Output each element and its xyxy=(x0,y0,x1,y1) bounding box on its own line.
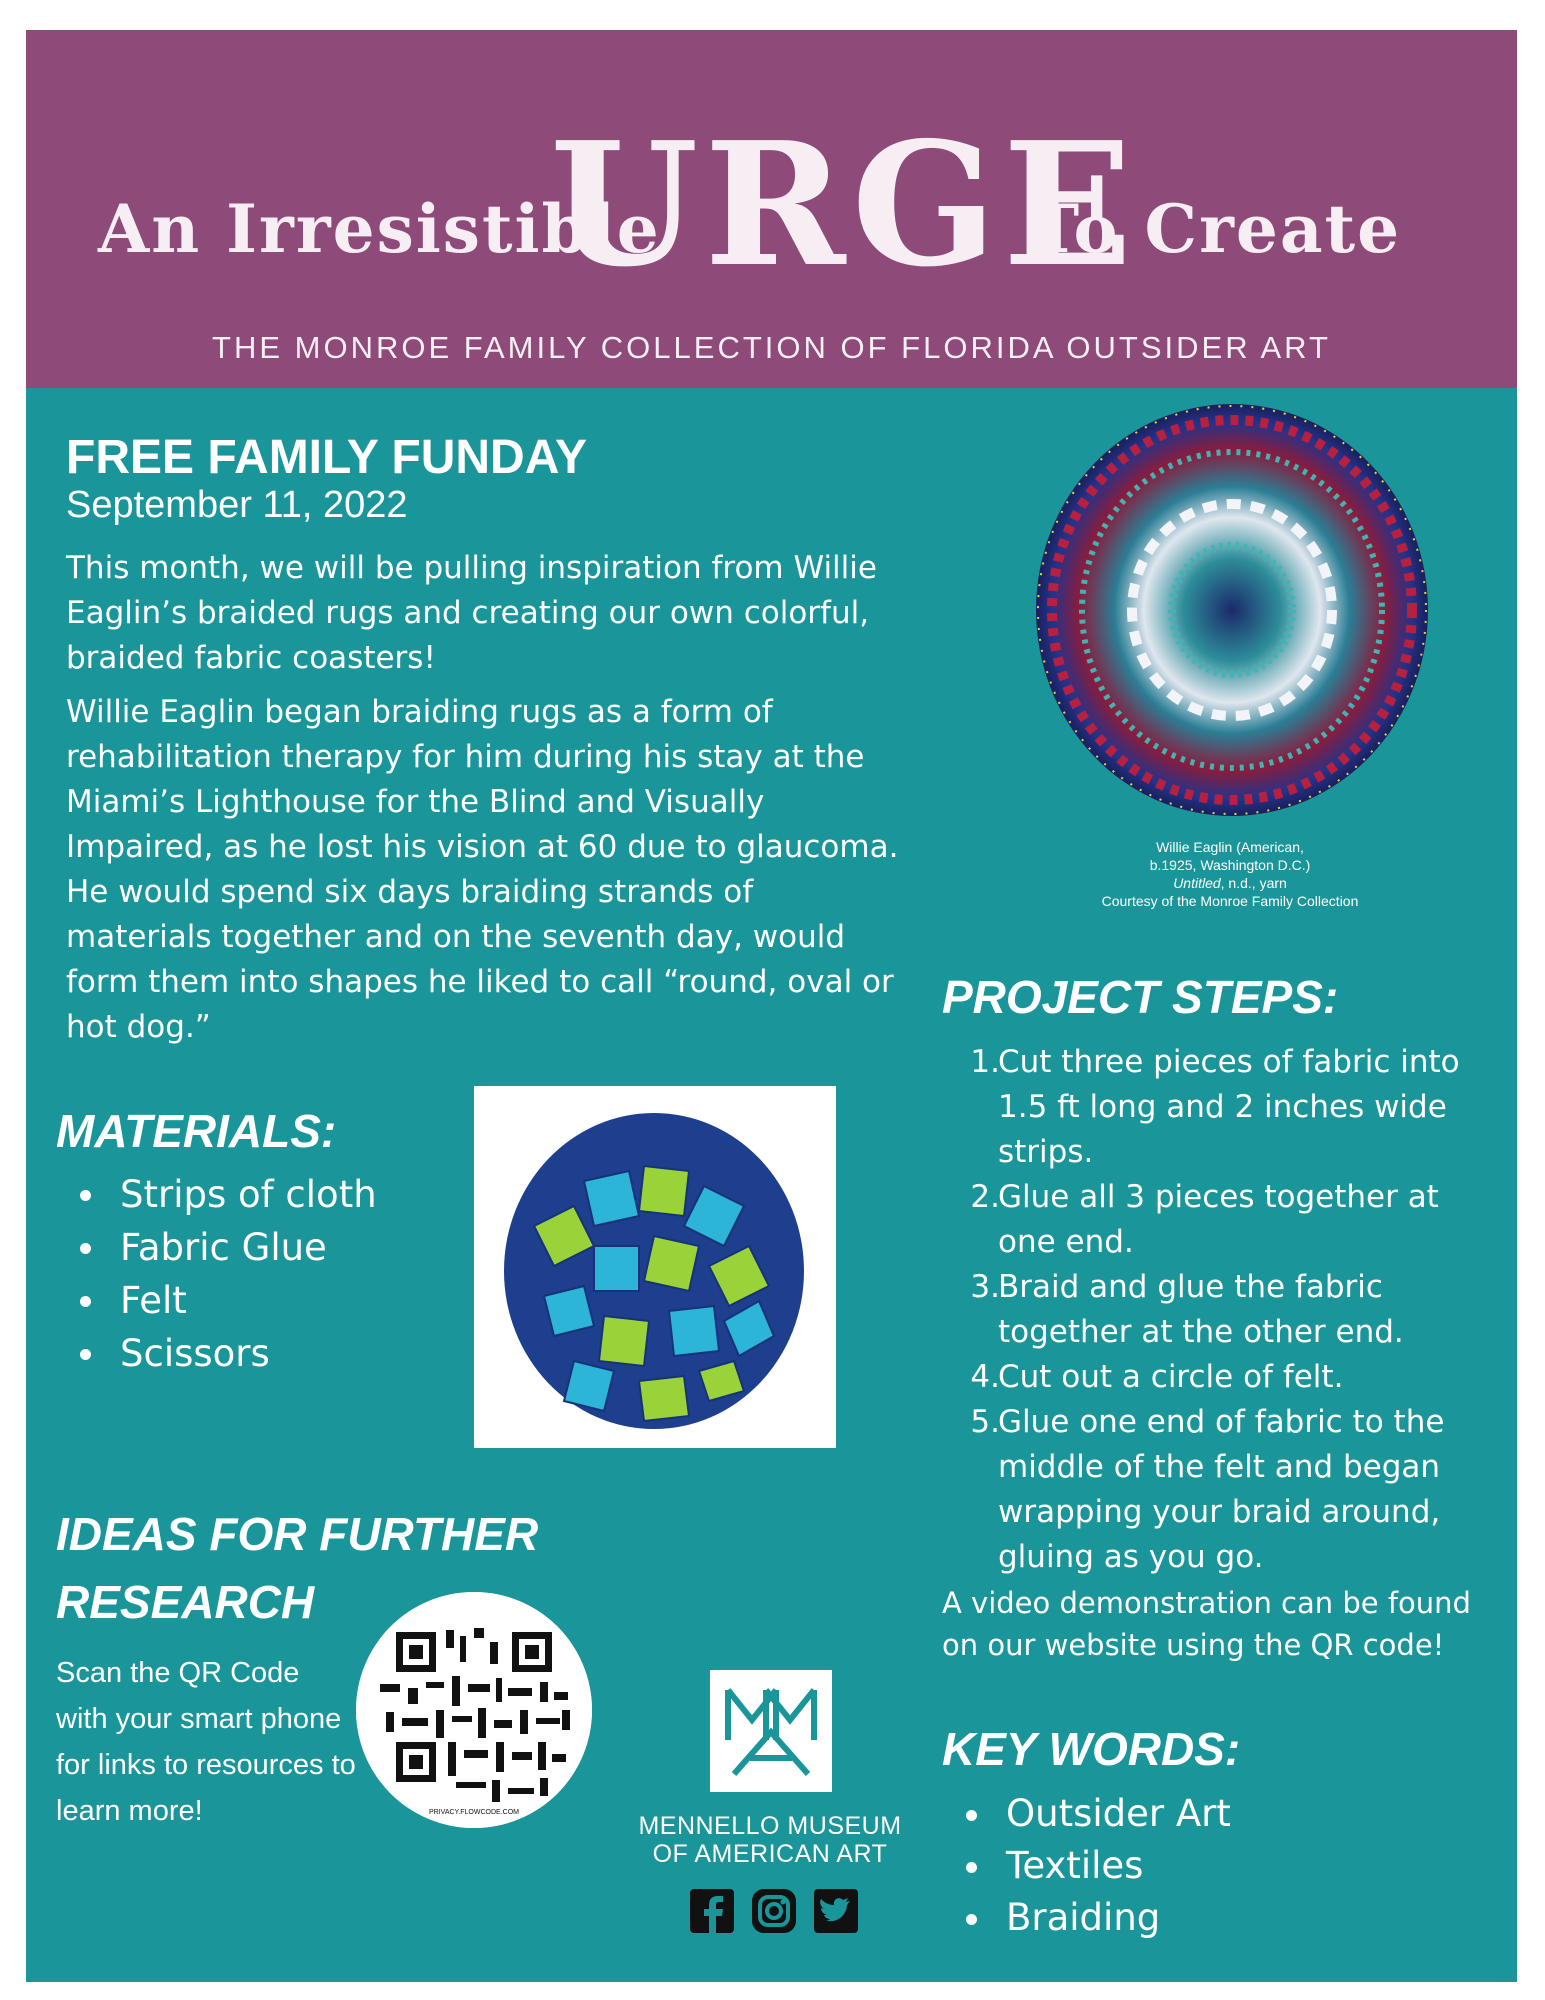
qr-code-icon xyxy=(356,1592,592,1828)
materials-heading: MATERIALS: xyxy=(56,1105,337,1157)
step-number: 3. xyxy=(970,1269,1000,1305)
list-item: Scissors xyxy=(56,1327,377,1380)
social-icons xyxy=(690,1888,860,1934)
list-item: Textiles xyxy=(942,1840,1231,1892)
list-item xyxy=(942,1355,1502,1400)
list-item: Outsider Art xyxy=(942,1788,1231,1840)
caption-credit: Courtesy of the Monroe Family Collection xyxy=(1101,893,1359,909)
step-number: 2. xyxy=(970,1179,1000,1215)
ideas-heading: IDEAS FOR FURTHER RESEARCH xyxy=(56,1508,539,1628)
museum-name-line2: OF AMERICAN ART xyxy=(652,1840,888,1868)
braided-coaster-image xyxy=(474,1086,836,1448)
keywords-heading: KEY WORDS: xyxy=(942,1723,1241,1775)
caption-medium: , n.d., yarn xyxy=(1220,875,1287,891)
event-date: September 11, 2022 xyxy=(66,484,408,526)
step-number: 5. xyxy=(970,1404,1000,1440)
materials-list xyxy=(56,1168,377,1380)
step-number: 1. xyxy=(970,1044,1000,1080)
steps-heading: PROJECT STEPS: xyxy=(942,971,1339,1023)
intro-paragraph: This month, we will be pulling inspiration from Willie Eaglin’s braided rugs and creating our own colorful, braided fabric coasters! xyxy=(66,550,877,676)
coaster-photo xyxy=(474,1086,836,1448)
museum-logo xyxy=(710,1670,832,1792)
museum-name xyxy=(620,1812,920,1868)
qr-code[interactable] xyxy=(356,1592,592,1828)
step-text: Glue all 3 pieces together at one end. xyxy=(998,1179,1439,1260)
keywords-list xyxy=(942,1788,1231,1944)
header-banner xyxy=(26,30,1517,388)
twitter-icon[interactable] xyxy=(814,1889,858,1933)
caption-birth: b.1925, Washington D.C.) xyxy=(1149,857,1311,873)
qr-caption: PRIVACY.FLOWCODE.COM xyxy=(429,1809,519,1816)
video-note: A video demonstration can be found on our website using the QR code! xyxy=(942,1586,1471,1662)
caption-title: Untitled xyxy=(1173,875,1221,891)
qr-instructions: Scan the QR Code with your smart phone for links to resources to learn more! xyxy=(56,1657,356,1827)
list-item: Strips of cloth xyxy=(56,1168,377,1221)
museum-logo-mark xyxy=(710,1670,832,1792)
step-text: Braid and glue the fabric together at the other end. xyxy=(998,1269,1404,1350)
event-heading: FREE FAMILY FUNDAY xyxy=(66,431,587,484)
museum-name-line1: MENNELLO MUSEUM xyxy=(638,1812,902,1840)
artwork-rug-image xyxy=(1032,400,1432,820)
instagram-icon[interactable] xyxy=(752,1889,796,1933)
caption-artist: Willie Eaglin (American, xyxy=(1156,839,1304,855)
artwork-caption xyxy=(1000,838,1460,910)
step-text: Glue one end of fabric to the middle of the felt and began wrapping your braid around, gluing as you go. xyxy=(998,1404,1445,1575)
list-item xyxy=(942,1040,1502,1175)
facebook-icon[interactable] xyxy=(690,1889,734,1933)
step-number: 4. xyxy=(970,1359,1000,1395)
list-item: Braiding xyxy=(942,1892,1231,1944)
caption-title-line xyxy=(1000,874,1460,892)
list-item: Felt xyxy=(56,1274,377,1327)
list-item xyxy=(942,1175,1502,1265)
title-main-word: URGE xyxy=(550,105,1139,305)
social-links xyxy=(690,1888,860,1934)
title-suffix: To Create xyxy=(1030,190,1402,268)
poster-title xyxy=(26,105,1517,320)
steps-list xyxy=(942,1040,1502,1580)
title-prefix: An Irresistible xyxy=(98,190,661,268)
list-item xyxy=(942,1400,1502,1580)
step-text: Cut three pieces of fabric into 1.5 ft long and 2 inches wide strips. xyxy=(998,1044,1460,1170)
poster-subtitle: THE MONROE FAMILY COLLECTION OF FLORIDA OUTSIDER ART xyxy=(212,330,1331,365)
step-text: Cut out a circle of felt. xyxy=(998,1359,1344,1395)
artist-paragraph: Willie Eaglin began braiding rugs as a form of rehabilitation therapy for him during his stay at the Miami’s Lighthouse for the Blind and Visually Impaired, as he lost his vision at 60 due to glaucoma. He would spend six days braiding strands of materials together and on the seventh day, would form them into shapes he liked to call “round, oval or hot dog.” xyxy=(66,694,899,1045)
list-item: Fabric Glue xyxy=(56,1221,377,1274)
list-item xyxy=(942,1265,1502,1355)
